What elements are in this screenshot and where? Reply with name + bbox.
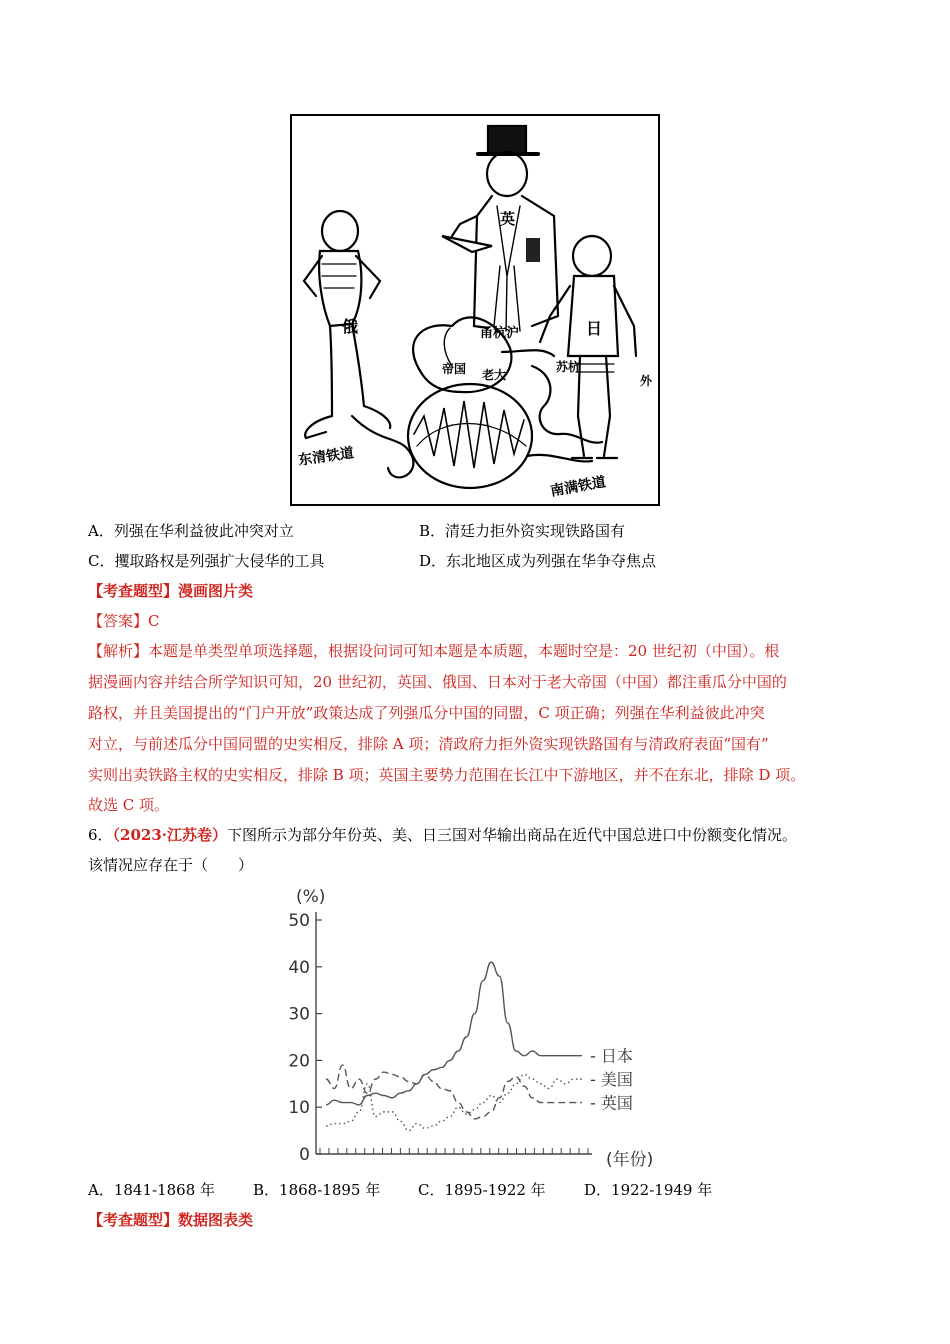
y-tick-label: 40 — [288, 957, 310, 978]
q6-option-b: B．1868-1895 年 — [253, 1181, 381, 1199]
su-hang-label: 苏杭 — [556, 360, 581, 374]
q6-option-a: A．1841-1868 年 — [88, 1181, 216, 1199]
series-line-日本 — [326, 962, 582, 1105]
russia-label: 俄 — [342, 317, 359, 336]
y-tick-label: 10 — [288, 1098, 310, 1119]
east-qing-railway-label: 东清铁道 — [297, 445, 355, 469]
q5-option-c: C．攫取路权是列强扩大侵华的工具 — [88, 552, 325, 570]
cartoon-image — [290, 114, 660, 506]
y-tick-label: 0 — [299, 1145, 310, 1165]
legend-entry: - 日本 — [590, 1046, 633, 1066]
q5-option-d: D．东北地区成为列强在华争夺焦点 — [419, 552, 657, 570]
q6-option-c: C．1895-1922 年 — [418, 1181, 546, 1199]
q6-options — [88, 1180, 215, 1200]
y-tick-label: 30 — [288, 1004, 310, 1025]
britain-label: 英 — [500, 210, 516, 228]
q6-number: 6． — [88, 826, 113, 844]
q6-option-d: D．1922-1949 年 — [584, 1181, 713, 1199]
legend-entry: - 英国 — [590, 1093, 633, 1113]
q5-analysis-line: 故选 C 项。 — [88, 796, 170, 814]
south-manchuria-railway-label: 南满铁道 — [549, 474, 608, 500]
q6-chart — [280, 880, 680, 1175]
q6-type-label: 【考查题型】数据图表类 — [88, 1211, 254, 1229]
q6-source: （2023·江苏卷） — [112, 826, 228, 844]
q5-option-a: A．列强在华利益彼此冲突对立 — [88, 522, 294, 540]
old-label: 老大 — [482, 368, 507, 382]
q5-analysis-line: 对立，与前述瓜分中国同盟的史实相反，排除 A 项；清政府力拒外资实现铁路国有与清政府表面“国有” — [88, 735, 769, 753]
japan-label: 日 — [586, 319, 603, 338]
legend-entry: - 美国 — [590, 1070, 633, 1090]
q5-analysis-line: 路权，并且美国提出的“门户开放”政策达成了列强瓜分中国的同盟，C 项正确；列强在华利益彼此冲突 — [88, 704, 765, 722]
y-tick-label: 20 — [288, 1051, 310, 1072]
q5-analysis-line: 据漫画内容并结合所学知识可知，20 世纪初，英国、俄国、日本对于老大帝国（中国）都注重瓜分中国的 — [88, 673, 787, 691]
q5-analysis-line: 【解析】本题是单类型单项选择题，根据设问词可知本题是本质题，本题时空是：20 世纪初（中国）。根 — [88, 642, 780, 660]
x-axis-label: (年份) — [606, 1150, 654, 1170]
q5-type-label: 【考查题型】漫画图片类 — [88, 582, 254, 600]
y-tick-label: 50 — [288, 911, 310, 931]
line-chart — [280, 880, 680, 1175]
q6-stem-text: 下图所示为部分年份英、美、日三国对华输出商品在近代中国总进口中份额变化情况。 — [227, 826, 798, 844]
hu-hang-yong-label: 甬杭沪 — [480, 326, 520, 341]
q6-stem — [88, 825, 797, 845]
q5-option-b: B．清廷力拒外资实现铁路国有 — [419, 522, 626, 540]
y-axis-unit: (%) — [296, 887, 326, 907]
q5-answer: 【答案】C — [88, 612, 160, 630]
q6-stem-line2: 该情况应存在于（ ） — [88, 856, 254, 874]
q5-analysis-line: 实则出卖铁路主权的史实相反，排除 B 项；英国主要势力范围在长江中下游地区，并不在东北，排除 D 项。 — [88, 766, 806, 784]
qing-empire-label: 帝国 — [442, 362, 467, 376]
foreign-label: 外 — [640, 374, 653, 388]
